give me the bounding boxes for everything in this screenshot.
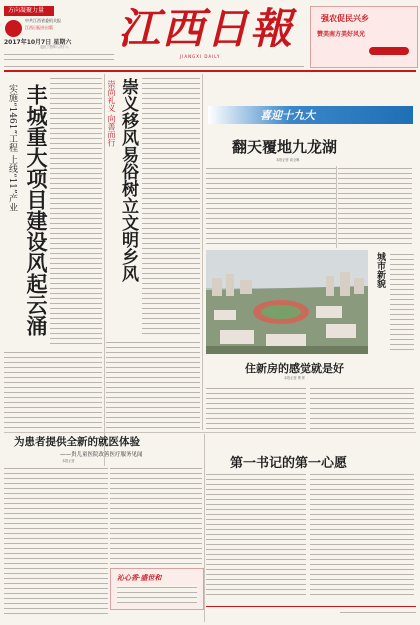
story5-body xyxy=(4,466,108,616)
story5-headline: 为患者提供全新的就医体验 xyxy=(14,436,140,448)
story2-body-right xyxy=(142,76,200,336)
story6-body-left xyxy=(206,472,306,597)
story2-kicker: 崇尚礼义 向善而行 xyxy=(107,80,116,147)
masthead-advertisement xyxy=(310,6,418,68)
publisher-line-2: 江西日报社出版 xyxy=(25,25,53,30)
story1-body-bottom xyxy=(4,350,102,430)
slogan-text: 方向凝聚力量 xyxy=(8,7,45,14)
masthead-english: JIANGXI DAILY xyxy=(180,54,221,59)
story4-byline: 本报记者 曹 彬 xyxy=(284,376,306,380)
bottom-ad-lines xyxy=(117,585,197,603)
city-photo xyxy=(206,250,368,354)
contact-line xyxy=(4,64,304,69)
story2-headline: 崇义移风易俗树立文明乡风 xyxy=(118,78,138,282)
section-banner-text: 喜迎十九大 xyxy=(260,109,315,122)
city-news-body xyxy=(390,252,414,352)
masthead-title: 江西日報 xyxy=(118,4,295,53)
story3-byline: 本报记者 周全琳 xyxy=(276,158,300,162)
story3-headline: 翻天覆地九龙湖 xyxy=(232,138,338,156)
story1-kicker: 实施“1461”工程 上线“11”产业 xyxy=(7,84,17,212)
publisher-line-1: 中共江西省委机关报 xyxy=(25,18,61,23)
story4-headline: 住新房的感觉就是好 xyxy=(245,362,344,375)
bottom-ad-text: 沁心香·盛世和 xyxy=(117,573,162,582)
masthead-rule xyxy=(4,70,416,72)
story3-body-mid xyxy=(338,166,412,248)
section-banner xyxy=(208,106,413,124)
story4-body-right xyxy=(310,386,414,432)
ad-pill xyxy=(369,47,409,55)
bottom-advertisement xyxy=(110,568,204,610)
mid-rule xyxy=(4,432,416,433)
issue-date: 2017年10月7日 星期六 xyxy=(4,39,72,46)
story1-body-top xyxy=(50,76,102,346)
story5-divider xyxy=(204,434,205,622)
ad-text-1: 强农促民兴乡 xyxy=(321,13,369,23)
newspaper-logo-seal xyxy=(5,20,22,37)
city-news-label: 城市新貌 xyxy=(375,252,385,288)
story5-subtitle: ——贵儿童医院改善医疗服务见闻 xyxy=(60,452,143,458)
lunar-date: 农历丁酉年八月十八 xyxy=(40,45,69,49)
story2-column-divider xyxy=(202,74,203,430)
story6-body-right xyxy=(310,472,414,597)
footer-line xyxy=(340,610,416,616)
ad-text-2: 赞美南方美好风光 xyxy=(317,31,366,38)
story3-body-left xyxy=(206,166,336,248)
story5-body-2 xyxy=(110,466,202,566)
story2-body-bottom xyxy=(106,340,200,430)
story1-headline: 丰城重大项目建设风起云涌 xyxy=(24,84,49,336)
story6-headline: 第一书记的第一心愿 xyxy=(230,456,348,471)
footer-rule xyxy=(206,606,416,607)
story5-byline: 本报记者 xyxy=(62,459,75,463)
story3-divider xyxy=(336,166,337,248)
story4-body-left xyxy=(206,386,306,432)
